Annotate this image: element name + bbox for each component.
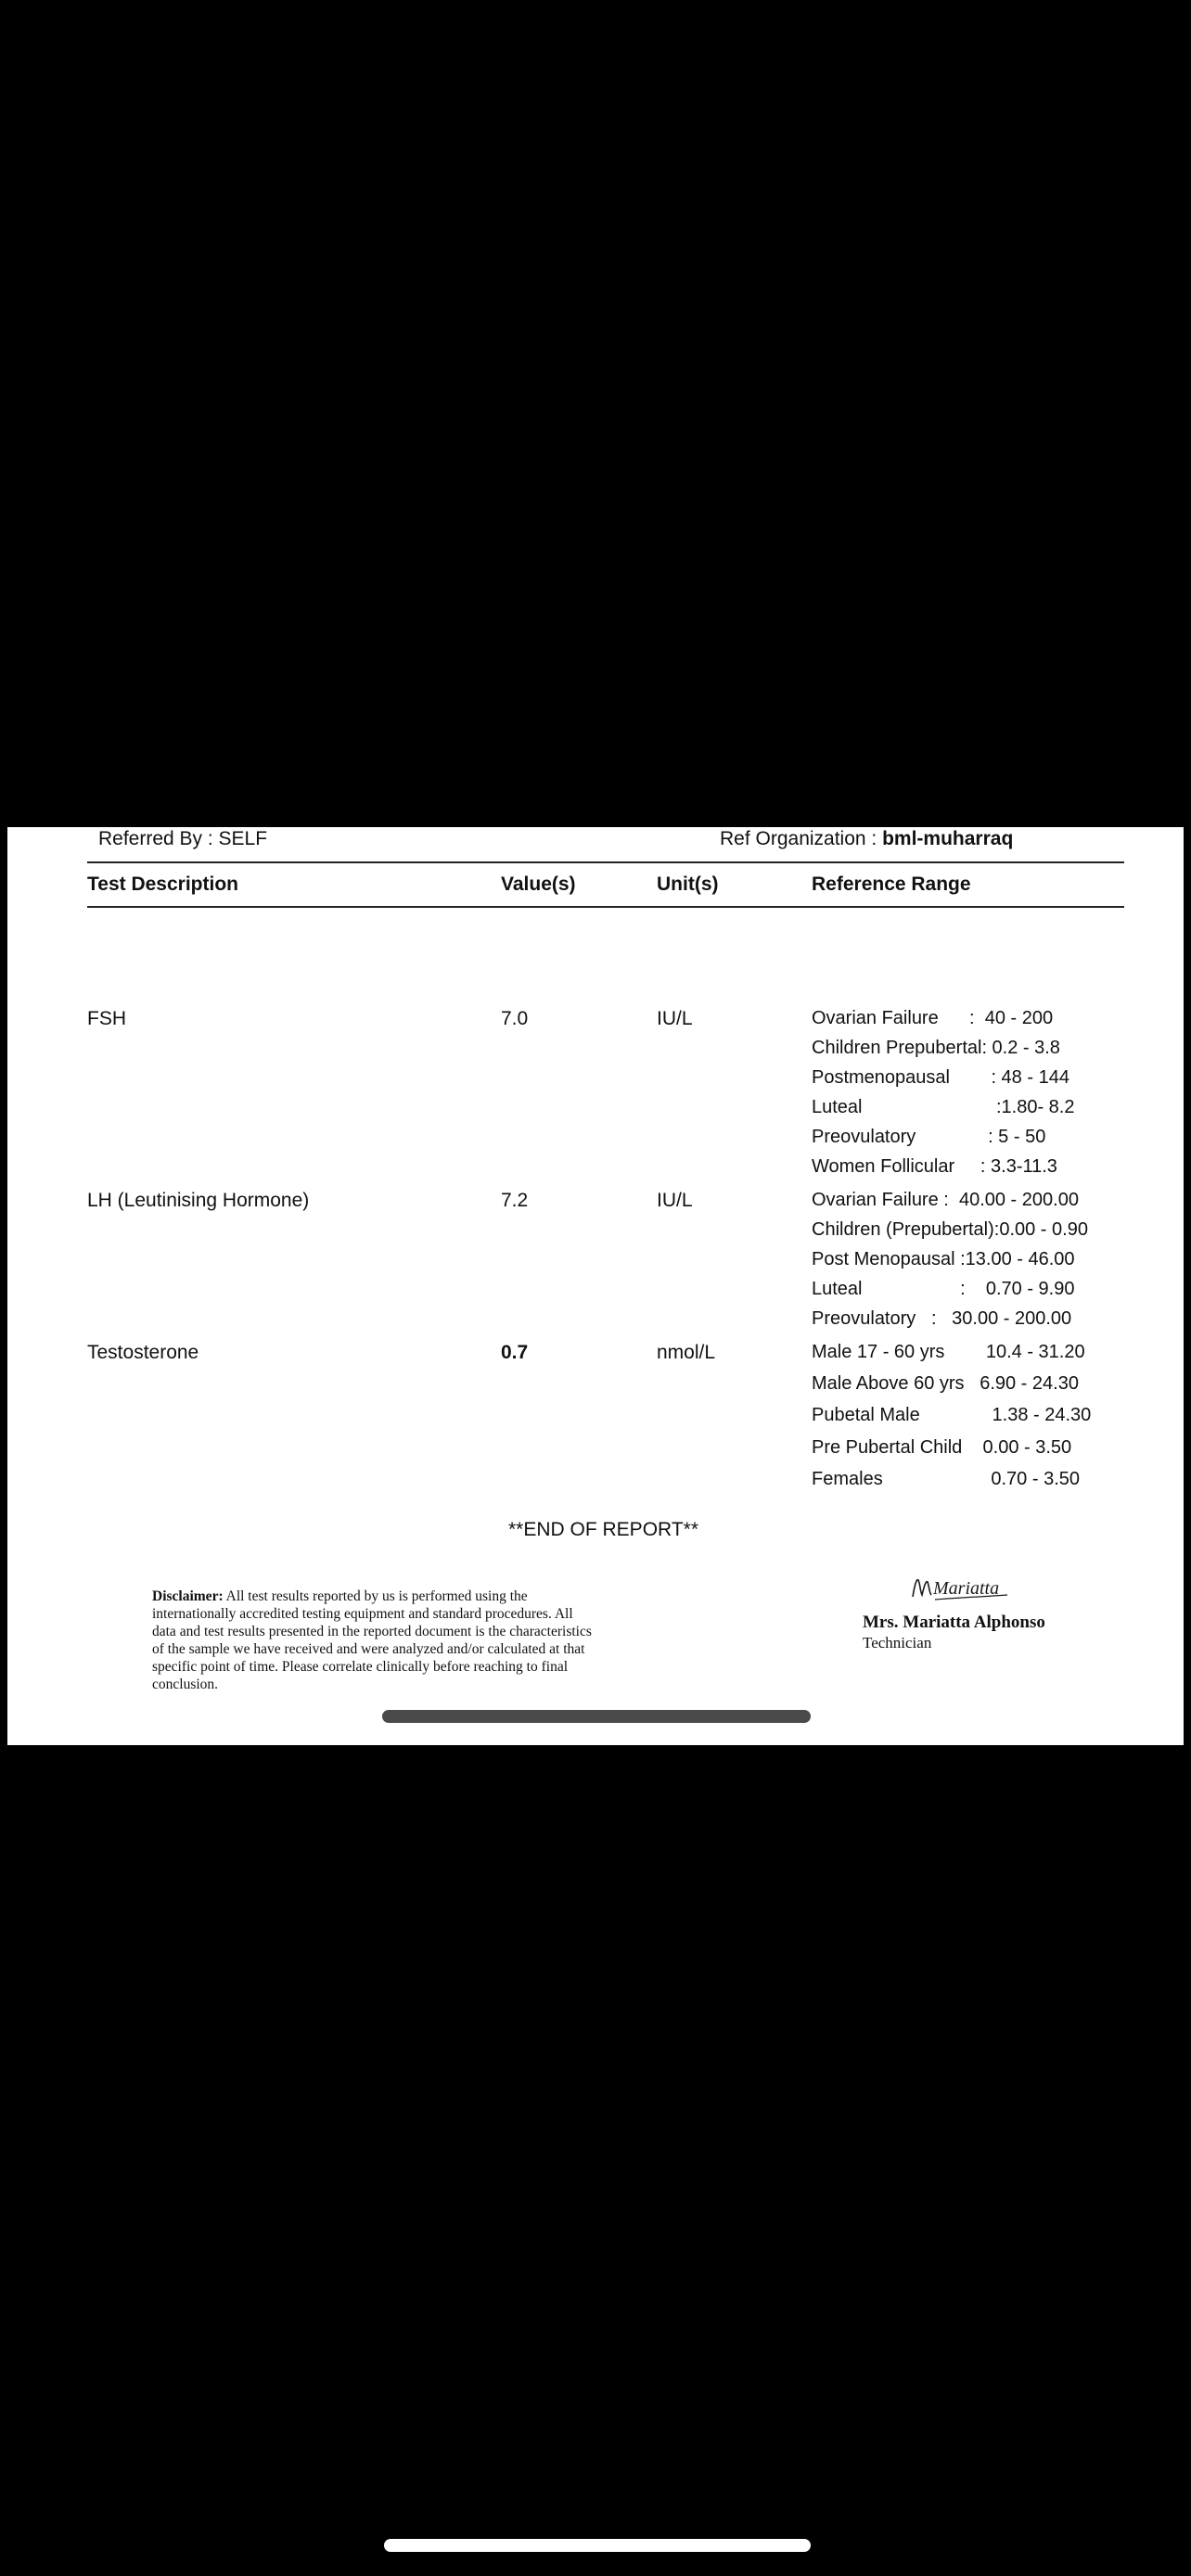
report-page[interactable] xyxy=(7,827,1184,1745)
ref-organization xyxy=(720,828,1013,850)
ref-range-line: Luteal :1.80- 8.2 xyxy=(812,1097,1075,1117)
ref-range-line: Pubetal Male 1.38 - 24.30 xyxy=(812,1405,1092,1425)
unit-fsh: IU/L xyxy=(657,1008,693,1029)
header-rule-bottom xyxy=(87,906,1124,908)
ref-range-line: Male 17 - 60 yrs 10.4 - 31.20 xyxy=(812,1342,1085,1362)
referred-by: Referred By : SELF xyxy=(98,828,268,849)
horizontal-scrollbar[interactable] xyxy=(382,1710,811,1723)
value-testosterone: 0.7 xyxy=(501,1342,529,1363)
signature-image xyxy=(907,1569,1018,1606)
ref-range-line: Women Follicular : 3.3-11.3 xyxy=(812,1156,1057,1177)
ref-range-line: Postmenopausal : 48 - 144 xyxy=(812,1067,1069,1088)
disclaimer-text: All test results reported by us is performed using the internationally accredited testing equipment and standard procedures. All data and test results presented in the reported document is the characteristics of the sample we have received and were analyzed and/or calculated at that specific point of time. Please correlate clinically before reaching to final conclusion. xyxy=(152,1588,592,1692)
ref-range-line: Preovulatory : 30.00 - 200.00 xyxy=(812,1308,1072,1329)
disclaimer xyxy=(152,1588,597,1693)
test-name-testosterone: Testosterone xyxy=(87,1342,199,1363)
col-header-unit: Unit(s) xyxy=(657,874,719,895)
ref-range-line: Post Menopausal :13.00 - 46.00 xyxy=(812,1249,1075,1269)
unit-testosterone: nmol/L xyxy=(657,1342,716,1363)
signature-script: Mariatta xyxy=(933,1578,1000,1599)
ref-range-line: Children (Prepubertal):0.00 - 0.90 xyxy=(812,1219,1088,1240)
col-header-value: Value(s) xyxy=(501,874,576,895)
unit-lh: IU/L xyxy=(657,1190,693,1211)
header-rule-top xyxy=(87,861,1124,863)
ref-organization-label: Ref Organization : xyxy=(720,828,883,849)
test-name-fsh: FSH xyxy=(87,1008,126,1029)
col-header-reference: Reference Range xyxy=(812,874,971,895)
value-fsh: 7.0 xyxy=(501,1008,529,1029)
signatory-role: Technician xyxy=(863,1634,932,1651)
end-of-report: **END OF REPORT** xyxy=(508,1519,698,1540)
disclaimer-label: Disclaimer: xyxy=(152,1588,224,1604)
ref-range-line: Preovulatory : 5 - 50 xyxy=(812,1127,1046,1147)
ref-range-line: Pre Pubertal Child 0.00 - 3.50 xyxy=(812,1437,1072,1458)
ref-range-line: Luteal : 0.70 - 9.90 xyxy=(812,1279,1075,1299)
ref-range-line: Male Above 60 yrs 6.90 - 24.30 xyxy=(812,1373,1079,1394)
ref-range-line: Ovarian Failure : 40 - 200 xyxy=(812,1008,1054,1028)
home-indicator[interactable] xyxy=(384,2539,811,2552)
signatory-name: Mrs. Mariatta Alphonso xyxy=(863,1613,1045,1632)
ref-organization-value: bml-muharraq xyxy=(882,828,1014,849)
ref-range-line: Children Prepubertal: 0.2 - 3.8 xyxy=(812,1038,1060,1058)
test-name-lh: LH (Leutinising Hormone) xyxy=(87,1190,310,1211)
ref-range-line: Ovarian Failure : 40.00 - 200.00 xyxy=(812,1190,1079,1210)
ref-range-line: Females 0.70 - 3.50 xyxy=(812,1469,1081,1489)
value-lh: 7.2 xyxy=(501,1190,529,1211)
col-header-test: Test Description xyxy=(87,874,238,895)
